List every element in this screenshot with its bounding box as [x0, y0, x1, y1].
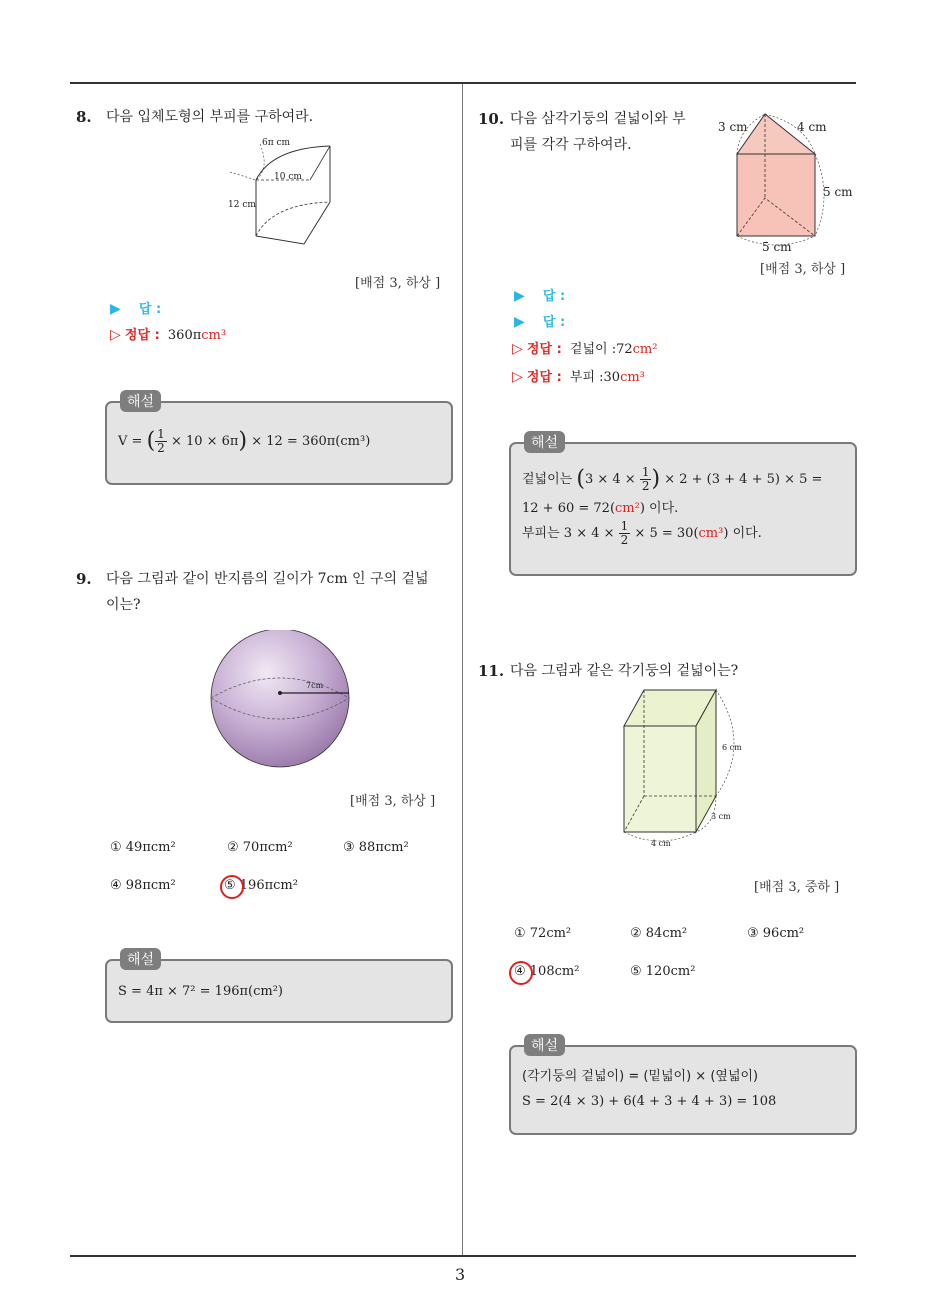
q8-expl-inner: × 10 × 6π — [170, 434, 239, 449]
q8-correct-value: 360π — [167, 328, 202, 343]
question-10-text-line1: 다음 삼각기둥의 겉넓이와 부 — [510, 111, 686, 127]
question-8-number: 8. — [76, 108, 92, 126]
q10-answer-row-2 — [514, 309, 565, 335]
q8-correct-row — [110, 322, 226, 348]
q10-score: [배점 3, 하상 ] — [760, 262, 846, 277]
q10-correct-row-2 — [512, 364, 645, 390]
q9-explanation-text: S = 4π × 7² = 196π(cm²) — [118, 984, 283, 999]
q11-explanation-line2: S = 2(4 × 3) + 6(4 + 3 + 4 + 3) = 108 — [522, 1094, 777, 1109]
page-number: 3 — [455, 1265, 466, 1284]
q8-arc-label: 6π cm — [262, 138, 291, 148]
correct-marker-icon: ▷ — [512, 341, 523, 357]
q10-correct-label-1: 정답 : — [526, 342, 562, 357]
question-9-text-line2: 이는? — [106, 597, 141, 613]
q8-correct-unit: cm³ — [201, 328, 227, 343]
q9-option-3[interactable]: ③ 88πcm² — [343, 840, 409, 855]
q9-explanation-tab: 해설 — [120, 948, 161, 970]
answer-marker-icon: ▶ — [514, 314, 525, 330]
answer-marker-icon: ▶ — [514, 288, 525, 304]
q10-expl-fraction-2: $\frac{1}{2}$ — [620, 519, 629, 547]
top-rule — [70, 82, 856, 84]
q9-option-5[interactable]: ⑤ 196πcm² — [224, 878, 298, 893]
q9-selected-mark-icon — [220, 875, 244, 899]
q11-score: [배점 3, 중하 ] — [754, 880, 840, 895]
q8-correct-label: 정답 : — [124, 328, 160, 343]
q8-radius-label: 10 cm — [274, 172, 302, 182]
question-9-number: 9. — [76, 570, 92, 588]
bottom-rule — [70, 1255, 856, 1257]
q8-expl-lhs: V = — [118, 434, 143, 449]
q11-width-label: 4 cm — [651, 839, 671, 848]
q10-correct-1-text: 겉넓이 :72 — [569, 342, 633, 357]
q9-option-4[interactable]: ④ 98πcm² — [110, 878, 176, 893]
question-10-text-line2: 피를 각각 구하여라. — [510, 137, 632, 153]
q10-answer-label-2: 답 : — [542, 315, 566, 330]
question-11-text: 다음 그림과 같은 각기둥의 겉넓이는? — [510, 663, 739, 679]
q10-label-5cm-base: 5 cm — [762, 240, 792, 254]
q9-option-2[interactable]: ② 70πcm² — [227, 840, 293, 855]
q9-sphere-figure — [205, 630, 355, 770]
question-9-text-line1: 다음 그림과 같이 반지름의 길이가 7cm 인 구의 겉넓 — [106, 571, 429, 587]
correct-marker-icon: ▷ — [110, 327, 121, 343]
q8-score: [배점 3, 하상 ] — [355, 276, 441, 291]
question-10-number: 10. — [478, 110, 505, 128]
q10-label-5cm-height: 5 cm — [823, 185, 853, 199]
q11-option-2[interactable]: ② 84cm² — [630, 926, 688, 941]
q11-height-label: 6 cm — [722, 743, 742, 752]
q11-depth-label: 3 cm — [711, 812, 731, 821]
q11-explanation-tab: 해설 — [524, 1034, 565, 1056]
q10-correct-row-1 — [512, 336, 657, 362]
q10-explanation-line2: 12 + 60 = 72(cm²) 이다. — [522, 501, 679, 516]
q8-expl-rest: × 12 = 360π(cm³) — [251, 434, 371, 449]
q8-height-label: 12 cm — [228, 200, 256, 210]
q11-selected-mark-icon — [509, 961, 533, 985]
q10-correct-label-2: 정답 : — [526, 370, 562, 385]
q10-explanation-line1: 겉넓이는 (3 × 4 × $\frac{1}{2}$ ) × 2 + (3 + 4 + 5) × 5 = — [522, 465, 823, 493]
q9-score: [배점 3, 하상 ] — [350, 794, 436, 809]
q11-option-1[interactable]: ① 72cm² — [514, 926, 572, 941]
q10-label-4cm: 4 cm — [797, 120, 827, 134]
q10-correct-2-unit: cm³ — [620, 370, 645, 385]
q9-option-1[interactable]: ① 49πcm² — [110, 840, 176, 855]
q10-label-3cm: 3 cm — [718, 120, 748, 134]
q10-expl-fraction-1: $\frac{1}{2}$ — [641, 465, 650, 493]
q8-figure — [220, 132, 340, 252]
q10-answer-label-1: 답 : — [542, 289, 566, 304]
q10-correct-1-unit: cm² — [632, 342, 658, 357]
q11-option-4[interactable]: ④ 108cm² — [514, 964, 580, 979]
q10-explanation-line3: 부피는 3 × 4 × $\frac{1}{2}$ × 5 = 30(cm³) 이다. — [522, 519, 762, 547]
q11-prism-figure — [612, 684, 752, 850]
answer-marker-icon: ▶ — [110, 301, 121, 317]
correct-marker-icon: ▷ — [512, 369, 523, 385]
q11-explanation-line1: (각기둥의 겉넓이) = (밑넓이) × (옆넓이) — [522, 1069, 759, 1084]
q9-radius-label: 7cm — [306, 681, 324, 690]
q10-explanation-tab: 해설 — [524, 431, 565, 453]
q11-option-5[interactable]: ⑤ 120cm² — [630, 964, 696, 979]
q8-explanation-tab: 해설 — [120, 390, 161, 412]
q11-option-3[interactable]: ③ 96cm² — [747, 926, 805, 941]
q10-correct-2-text: 부피 :30 — [569, 370, 621, 385]
q8-answer-row — [110, 296, 161, 322]
q8-expl-fraction: $\frac{1}{2}$ — [157, 427, 165, 455]
q8-answer-label: 답 : — [138, 302, 162, 317]
question-8-text: 다음 입체도형의 부피를 구하여라. — [106, 109, 314, 125]
q10-answer-row-1 — [514, 283, 565, 309]
q11-explanation-box — [509, 1045, 857, 1135]
column-divider — [462, 84, 463, 1256]
q8-explanation-text: V = ( $\frac{1}{2}$ × 10 × 6π) × 12 = 360π(cm³) — [118, 427, 371, 455]
question-11-number: 11. — [478, 662, 505, 680]
